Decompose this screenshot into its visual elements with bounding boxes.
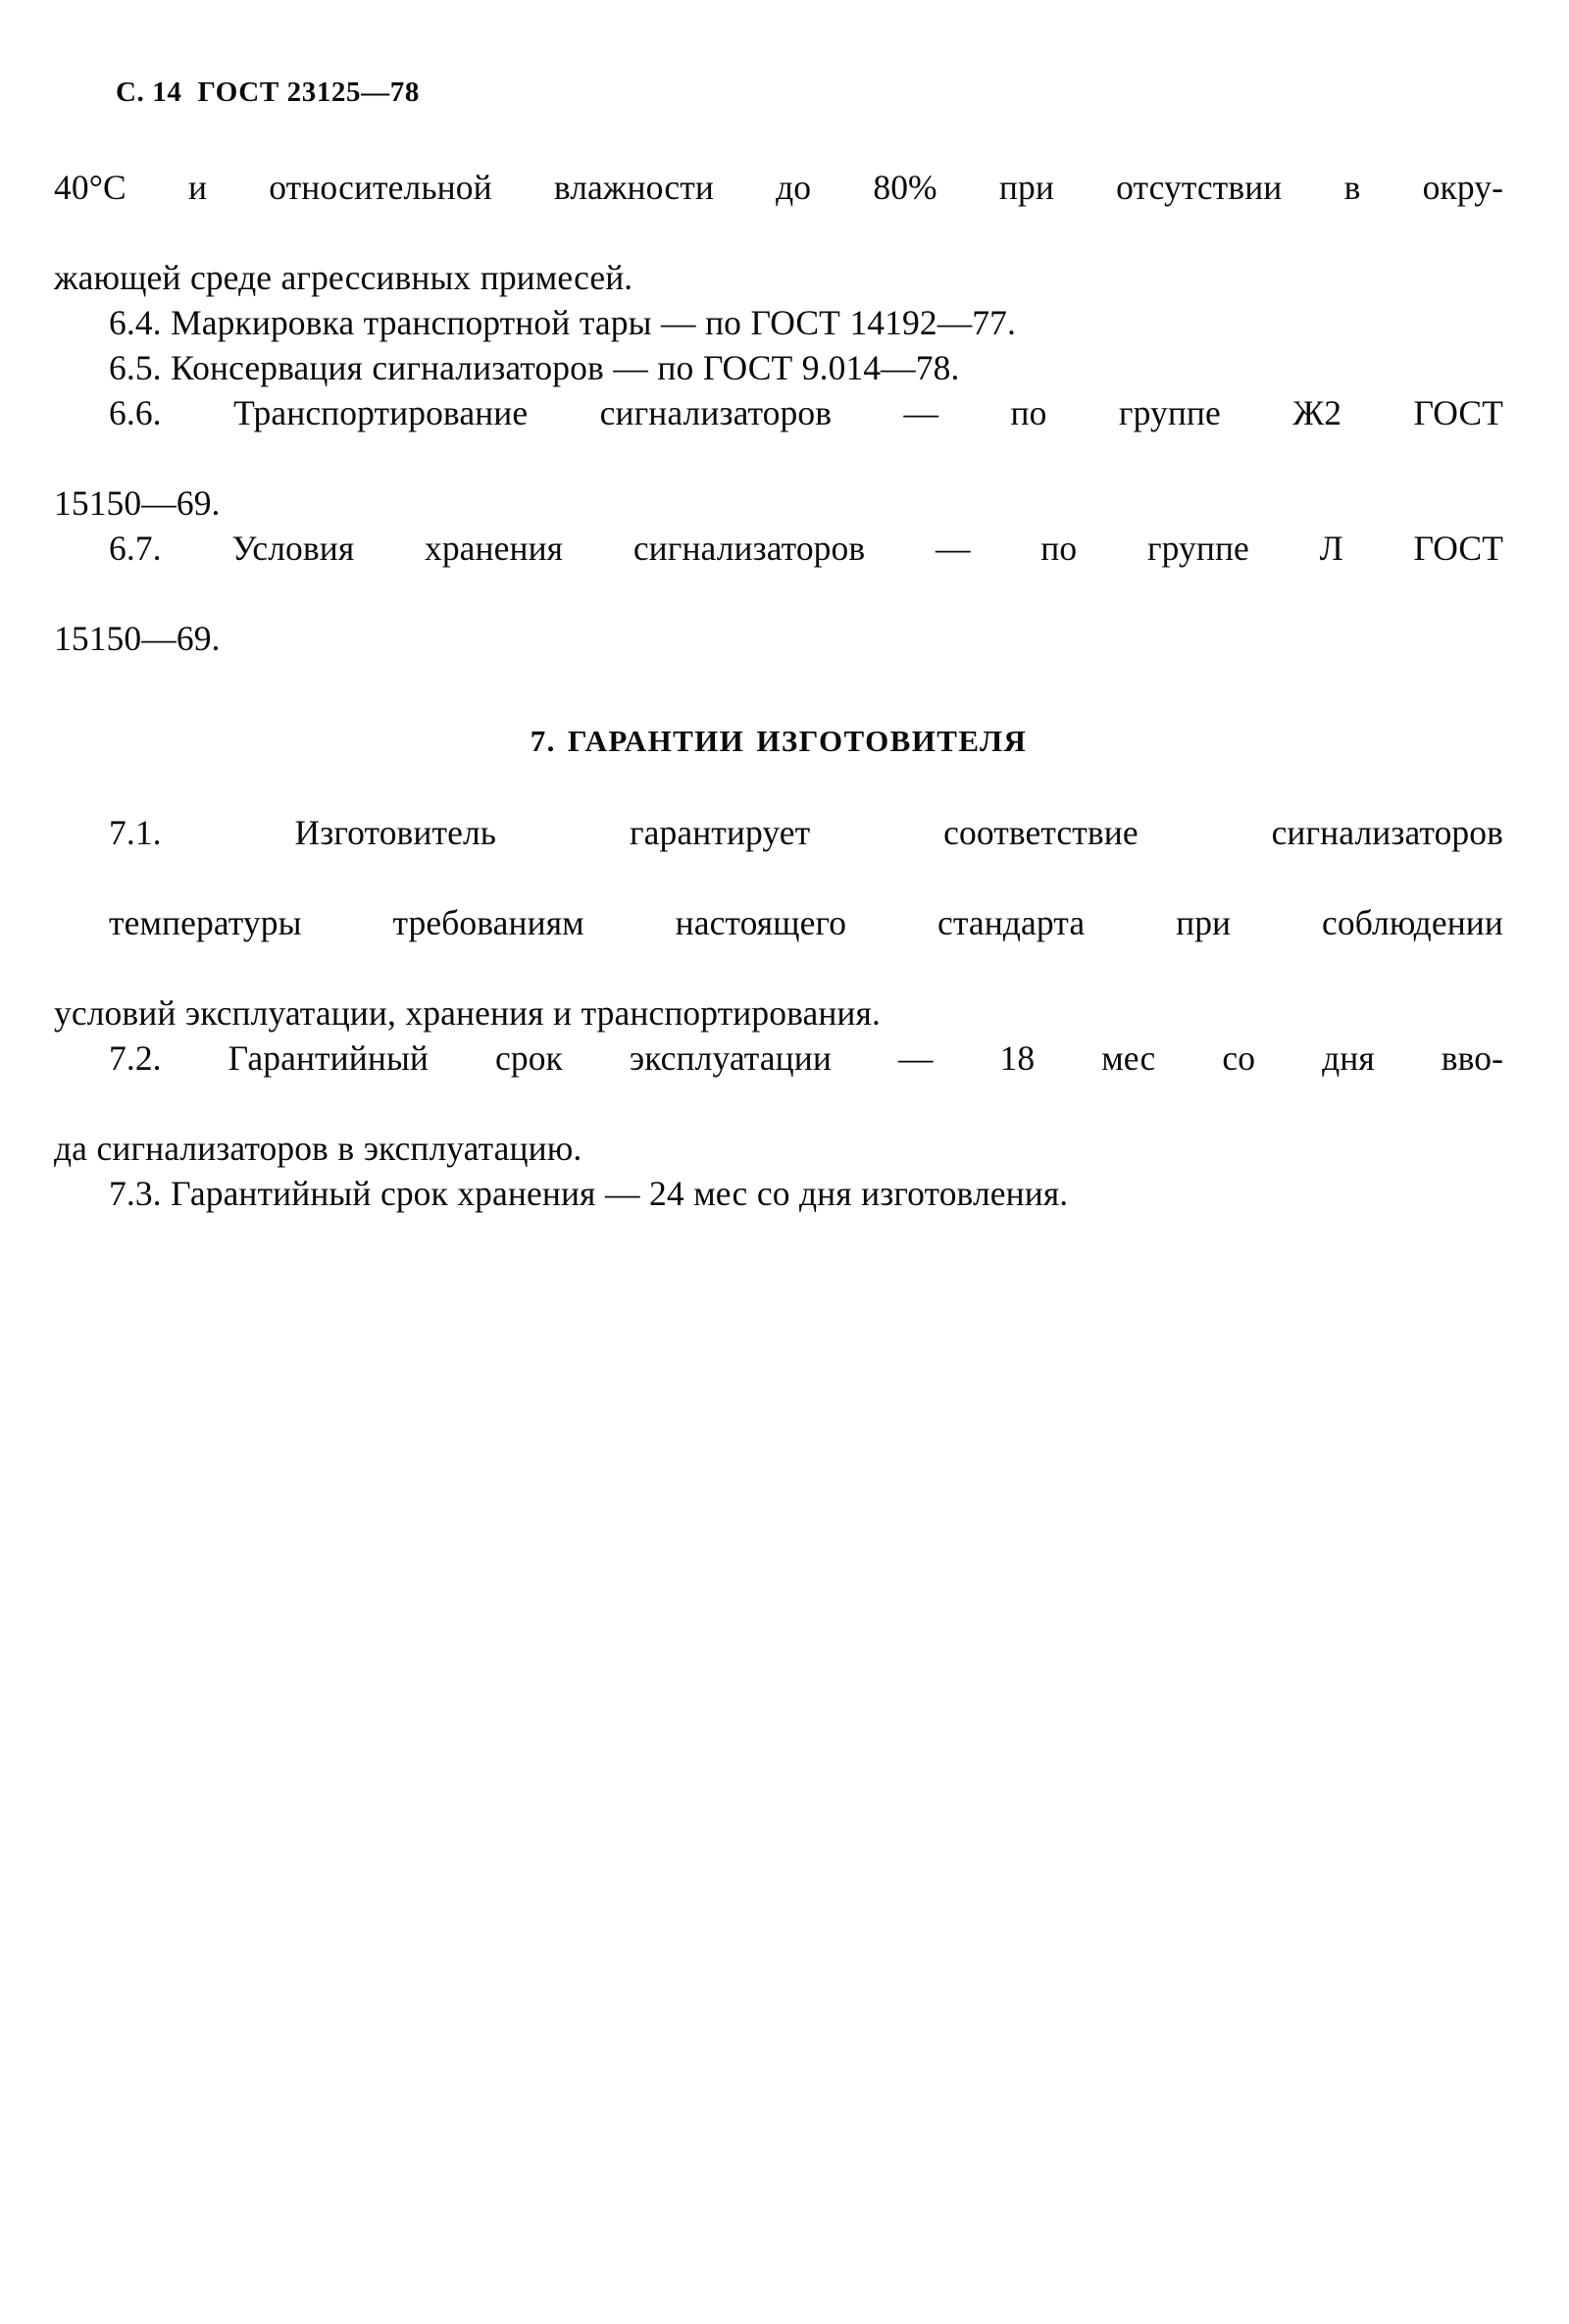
paragraph-clause-6-7 bbox=[54, 526, 1503, 661]
paragraph-line: 7.2. Гарантийный срок эксплуатации — 18 мес со дня вво- bbox=[109, 1038, 1503, 1078]
paragraph-clause-6-4 bbox=[54, 300, 1503, 345]
section-heading-7: 7. ГАРАНТИИ ИЗГОТОВИТЕЛЯ bbox=[530, 724, 1028, 758]
paragraph-line: жающей среде агрессивных примесей. bbox=[54, 258, 633, 297]
paragraph-continued-6-3 bbox=[54, 165, 1503, 300]
running-header bbox=[116, 76, 420, 109]
paragraph-clause-6-5 bbox=[54, 345, 1503, 390]
paragraph-line: температуры требованиям настоящего стандарта при соблюдении bbox=[109, 903, 1503, 942]
paragraph-line: 40°С и относительной влажности до 80% при отсутствии в окру- bbox=[54, 168, 1503, 207]
standard-designation: ГОСТ 23125—78 bbox=[197, 76, 420, 108]
paragraph-line: 6.5. Консервация сигнализаторов — по ГОСТ 9.014—78. bbox=[109, 348, 960, 387]
paragraph-line: условий эксплуатации, хранения и транспортирования. bbox=[54, 993, 881, 1033]
paragraph-clause-7-3 bbox=[54, 1171, 1503, 1216]
paragraph-line: 15150—69. bbox=[54, 619, 221, 658]
paragraph-clause-7-1 bbox=[54, 810, 1503, 1036]
paragraph-line: 7.3. Гарантийный срок хранения — 24 мес со дня изготовления. bbox=[109, 1174, 1069, 1213]
page-body bbox=[54, 165, 1503, 1216]
paragraph-clause-6-6 bbox=[54, 390, 1503, 526]
paragraph-line: 6.6. Транспортирование сигнализаторов — по группе Ж2 ГОСТ bbox=[109, 393, 1503, 432]
paragraph-clause-7-2 bbox=[54, 1036, 1503, 1171]
paragraph-line: 7.1. Изготовитель гарантирует соответствие сигнализаторов bbox=[109, 813, 1503, 852]
paragraph-line: да сигнализаторов в эксплуатацию. bbox=[54, 1129, 582, 1168]
page-number-label: С. 14 bbox=[116, 76, 182, 108]
paragraph-line: 6.7. Условия хранения сигнализаторов — по группе Л ГОСТ bbox=[109, 529, 1503, 568]
paragraph-line: 15150—69. bbox=[54, 483, 221, 523]
paragraph-line: 6.4. Маркировка транспортной тары — по ГОСТ 14192—77. bbox=[109, 303, 1016, 342]
